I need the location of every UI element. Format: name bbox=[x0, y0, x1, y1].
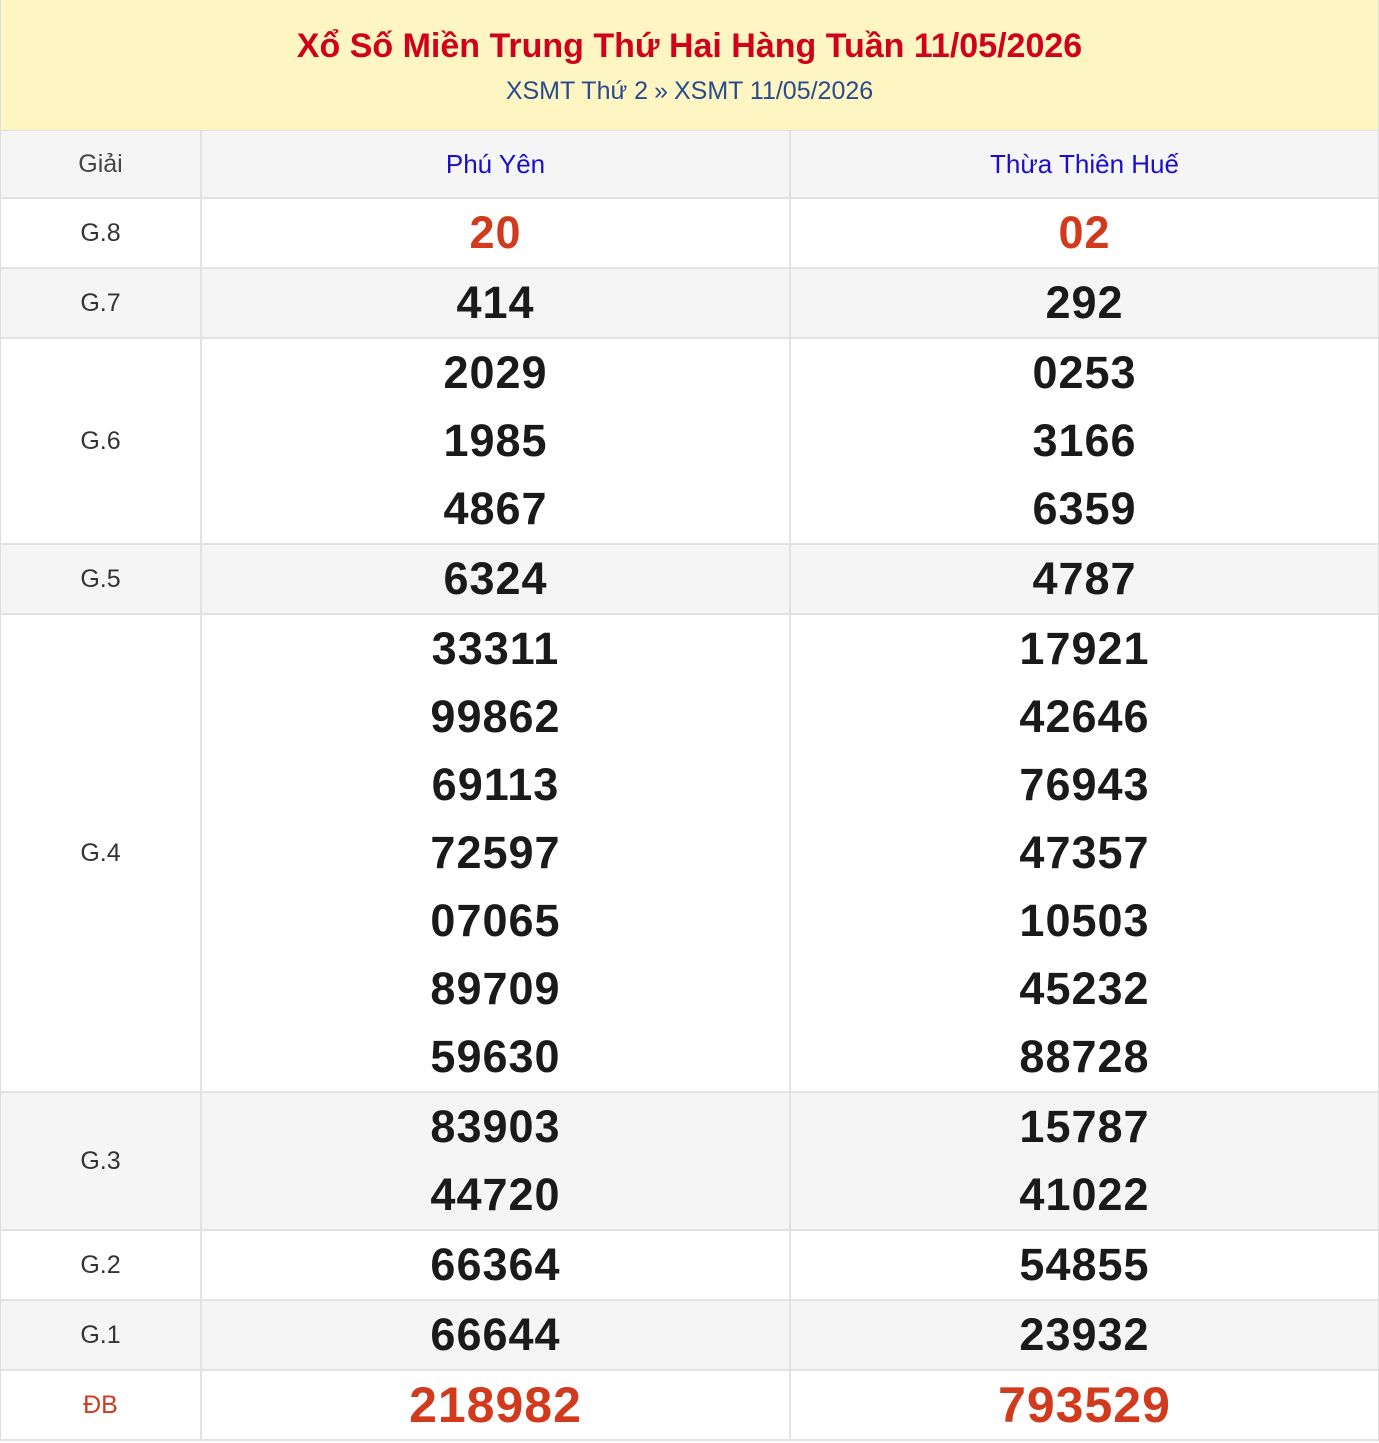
prize-number: 66644 bbox=[201, 1300, 790, 1370]
table-row-special bbox=[1, 1370, 1378, 1440]
prize-number: 41022 bbox=[1019, 1169, 1150, 1220]
prize-numbers-province-1 bbox=[201, 1092, 790, 1230]
prize-number: 72597 bbox=[430, 827, 561, 878]
column-header-giai: Giải bbox=[1, 131, 201, 198]
prize-number: 1985 bbox=[443, 415, 548, 466]
prize-number: 44720 bbox=[430, 1169, 561, 1220]
prize-number: 17921 bbox=[1019, 623, 1150, 674]
prize-number: 47357 bbox=[1019, 827, 1150, 878]
prize-numbers-province-2 bbox=[790, 614, 1378, 1092]
table-row-g4 bbox=[1, 614, 1378, 1092]
prize-label: G.2 bbox=[1, 1230, 201, 1300]
table-row-g5 bbox=[1, 544, 1378, 614]
prize-label-special: ĐB bbox=[1, 1370, 201, 1440]
prize-number: 4867 bbox=[443, 483, 548, 534]
prize-number: 20 bbox=[201, 198, 790, 268]
special-prize-number: 793529 bbox=[790, 1370, 1378, 1440]
prize-number: 02 bbox=[790, 198, 1378, 268]
prize-number: 2029 bbox=[443, 347, 548, 398]
prize-number: 42646 bbox=[1019, 691, 1150, 742]
column-header-province-2[interactable]: Thừa Thiên Huế bbox=[790, 131, 1378, 198]
prize-number: 99862 bbox=[430, 691, 561, 742]
breadcrumb-link-xsmt-date[interactable]: XSMT 11/05/2026 bbox=[673, 77, 874, 105]
breadcrumb-link-xsmt-thu-2[interactable]: XSMT Thứ 2 bbox=[505, 77, 649, 105]
prize-numbers-province-2 bbox=[790, 338, 1378, 544]
prize-number: 414 bbox=[201, 268, 790, 338]
prize-number: 54855 bbox=[790, 1230, 1378, 1300]
breadcrumb bbox=[1, 76, 1378, 106]
table-row-g7 bbox=[1, 268, 1378, 338]
prize-number: 10503 bbox=[1019, 895, 1150, 946]
prize-number: 6324 bbox=[201, 544, 790, 614]
prize-number: 89709 bbox=[430, 963, 561, 1014]
prize-number: 88728 bbox=[1019, 1031, 1150, 1082]
prize-number: 15787 bbox=[1019, 1101, 1150, 1152]
column-header-province-1[interactable]: Phú Yên bbox=[201, 131, 790, 198]
table-row-g3 bbox=[1, 1092, 1378, 1230]
page-title: Xổ Số Miền Trung Thứ Hai Hàng Tuần 11/05/2026 bbox=[296, 27, 1083, 65]
prize-label: G.8 bbox=[1, 198, 201, 268]
prize-numbers-province-1 bbox=[201, 614, 790, 1092]
table-header-row bbox=[1, 131, 1378, 198]
prize-number: 6359 bbox=[1032, 483, 1137, 534]
prize-number: 83903 bbox=[430, 1101, 561, 1152]
prize-numbers-province-2 bbox=[790, 1092, 1378, 1230]
prize-number: 0253 bbox=[1032, 347, 1137, 398]
results-table bbox=[1, 131, 1378, 1441]
table-row-g6 bbox=[1, 338, 1378, 544]
prize-number: 66364 bbox=[201, 1230, 790, 1300]
table-row-g2 bbox=[1, 1230, 1378, 1300]
prize-label: G.1 bbox=[1, 1300, 201, 1370]
results-header bbox=[1, 0, 1378, 131]
prize-number: 292 bbox=[790, 268, 1378, 338]
special-prize-number: 218982 bbox=[201, 1370, 790, 1440]
prize-number: 69113 bbox=[431, 759, 560, 810]
prize-number: 33311 bbox=[431, 623, 560, 674]
prize-numbers-province-1 bbox=[201, 338, 790, 544]
table-row-g1 bbox=[1, 1300, 1378, 1370]
prize-number: 23932 bbox=[790, 1300, 1378, 1370]
prize-label: G.4 bbox=[1, 614, 201, 1092]
prize-label: G.7 bbox=[1, 268, 201, 338]
prize-number: 3166 bbox=[1032, 415, 1137, 466]
prize-number: 07065 bbox=[430, 895, 561, 946]
prize-number: 4787 bbox=[790, 544, 1378, 614]
prize-label: G.6 bbox=[1, 338, 201, 544]
prize-label: G.5 bbox=[1, 544, 201, 614]
prize-number: 45232 bbox=[1019, 963, 1150, 1014]
prize-number: 59630 bbox=[430, 1031, 561, 1082]
prize-label: G.3 bbox=[1, 1092, 201, 1230]
table-row-g8 bbox=[1, 198, 1378, 268]
prize-number: 76943 bbox=[1019, 759, 1150, 810]
breadcrumb-separator: » bbox=[654, 77, 668, 105]
